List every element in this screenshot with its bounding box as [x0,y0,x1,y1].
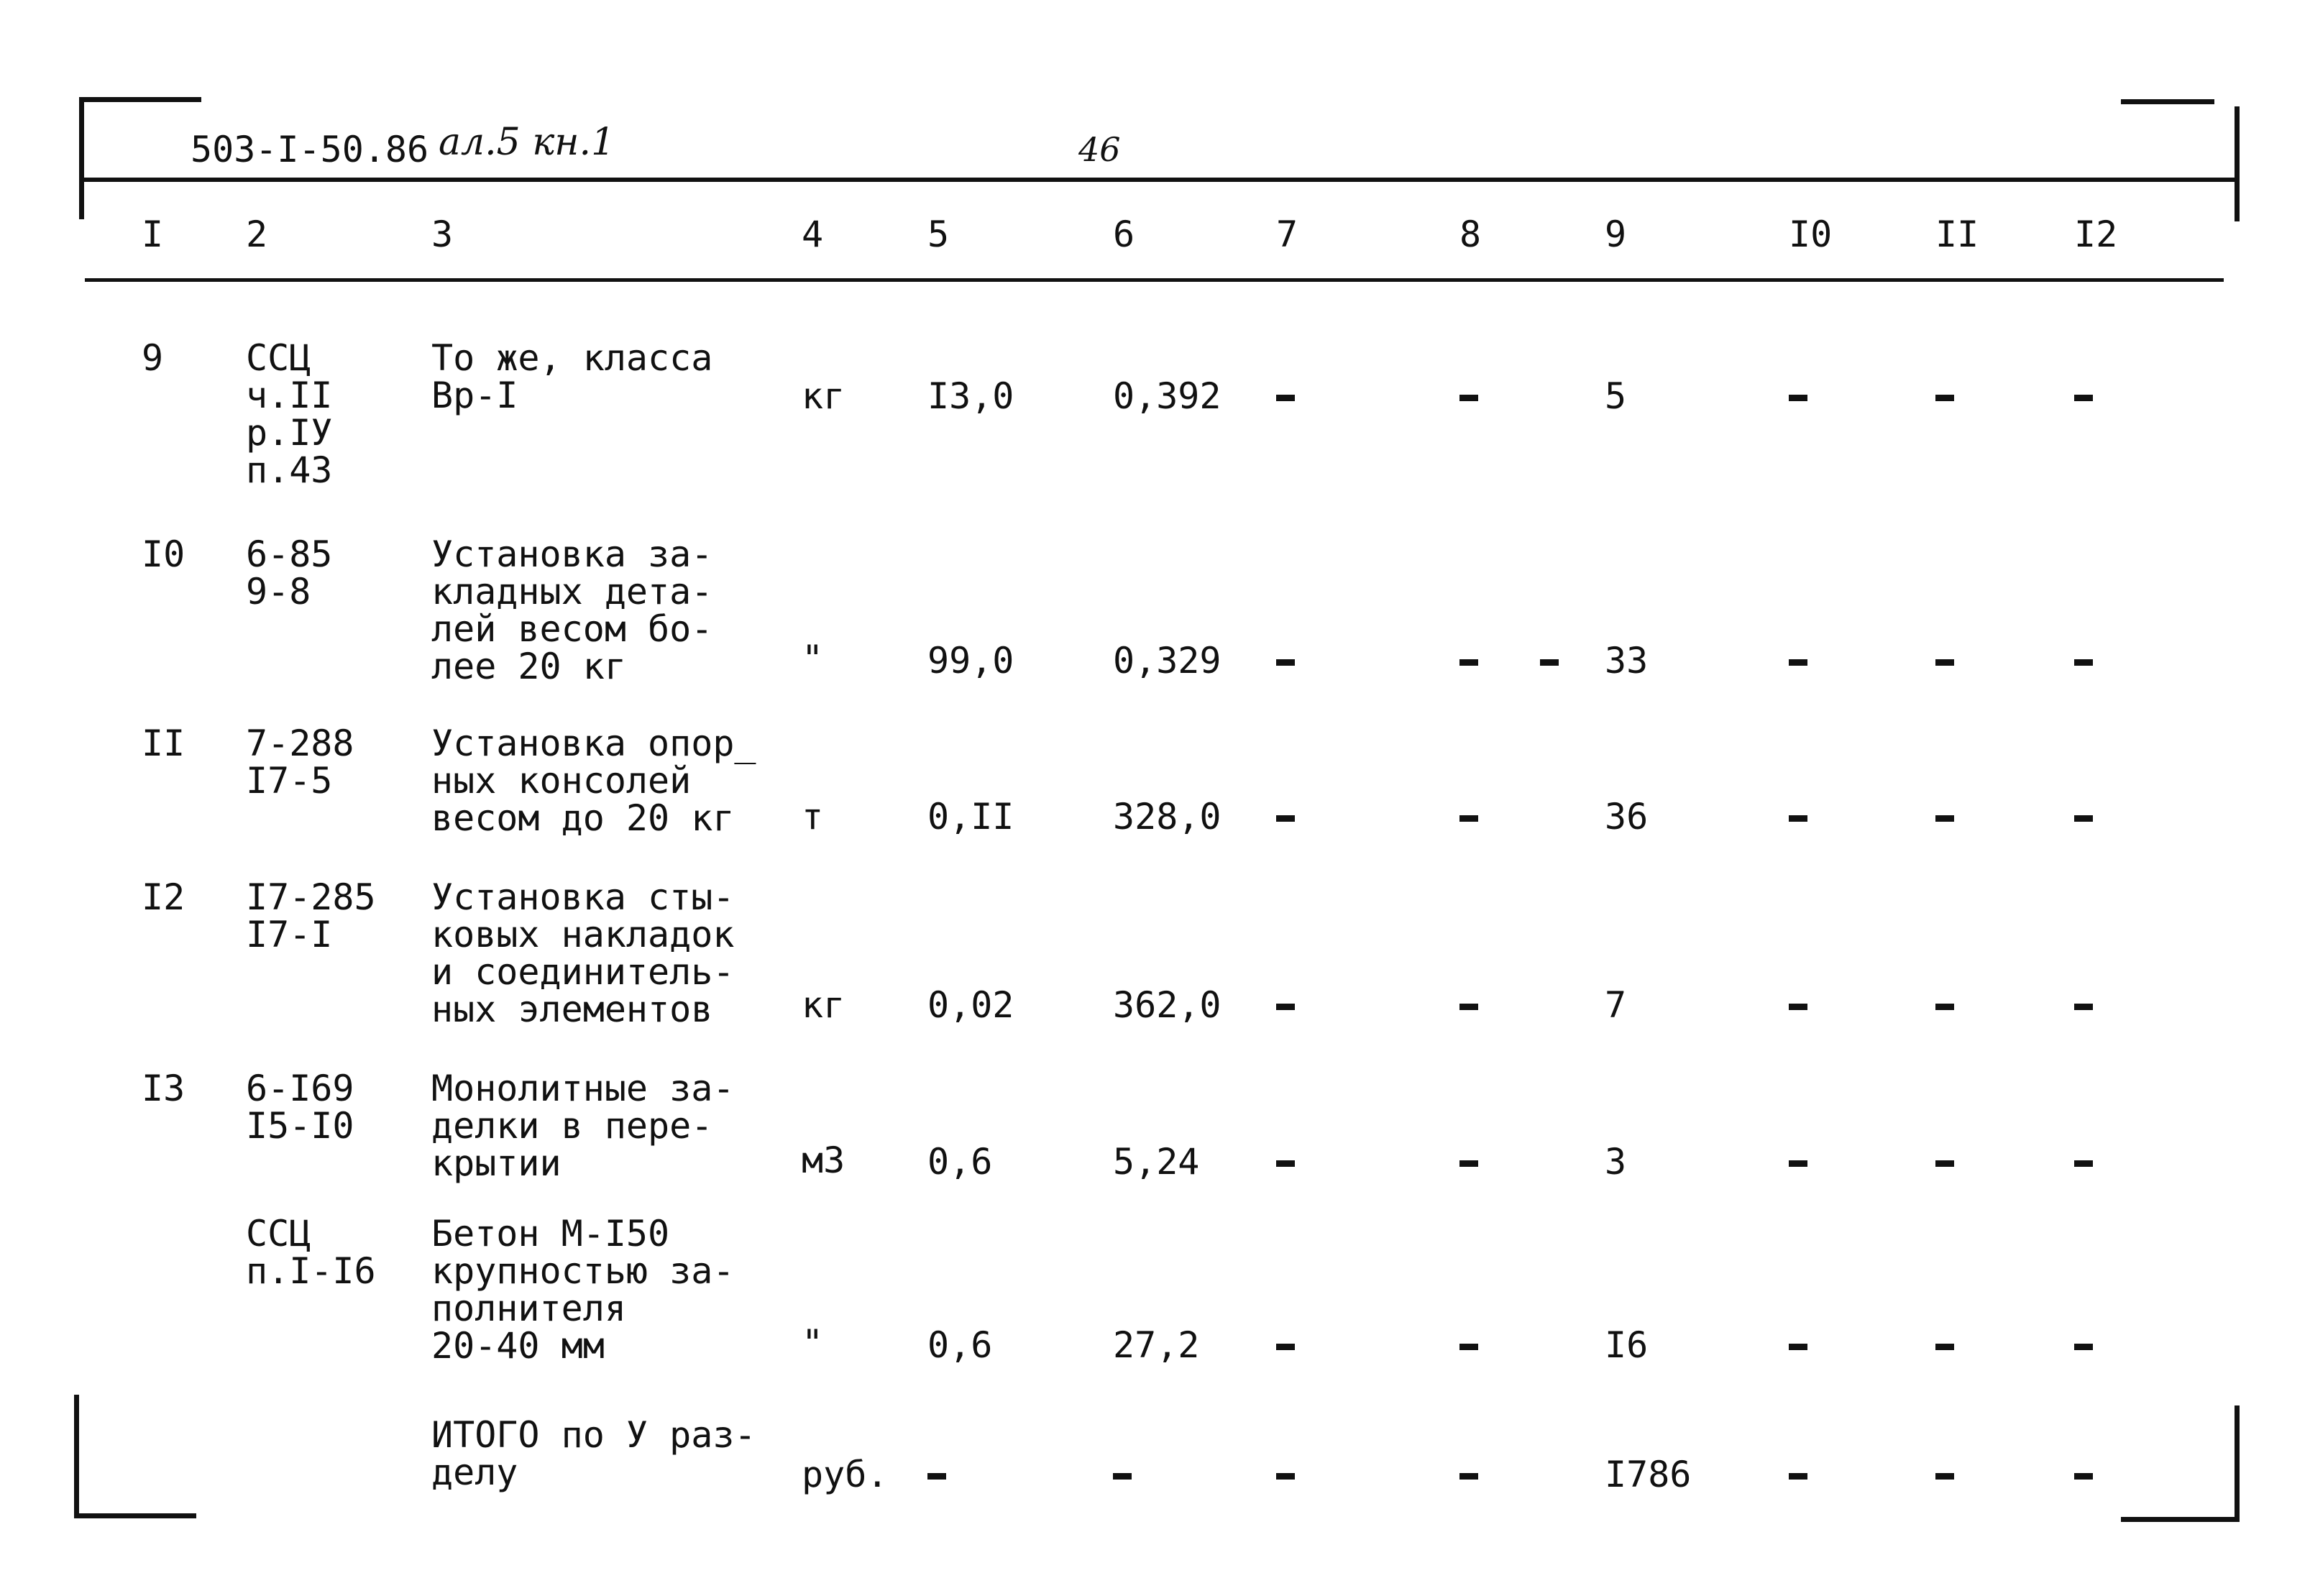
row-number: 9 [142,337,164,379]
top-right-frame-vertical [2235,106,2240,221]
empty-cell-dash [2074,1004,2093,1010]
column-number: II [1935,214,1979,255]
row-unit-price: 27,2 [1113,1324,1200,1366]
row-number: I3 [142,1068,185,1109]
row-code: I7-285 I7-I [246,876,376,955]
row-code: 7-288 I7-5 [246,723,354,802]
row-description: Установка сты- ковых накладок и соединитель- ных элементов [431,876,735,1030]
column-number: 8 [1459,214,1482,255]
row-quantity: 99,0 [927,640,1014,682]
row-description: Монолитные за- делки в пере- крытии [431,1068,735,1184]
row-unit: " [802,638,824,679]
total-unit: руб. [802,1454,889,1495]
empty-cell-dash [1276,1160,1295,1167]
row-total: 36 [1605,796,1649,838]
empty-cell-dash [1935,815,1954,822]
column-number: I0 [1789,214,1833,255]
empty-cell-dash [1789,1004,1807,1010]
row-total: 33 [1605,640,1649,682]
empty-cell-dash [1459,1344,1478,1350]
empty-cell-dash [1935,1344,1954,1350]
top-right-frame-horizontal [2121,99,2214,104]
row-quantity: 0,II [927,796,1014,838]
row-total: I6 [1605,1324,1649,1366]
empty-cell-dash [1276,659,1295,666]
empty-cell-dash [1789,815,1807,822]
row-unit-price: 5,24 [1113,1141,1200,1183]
row-number: I0 [142,533,185,575]
empty-cell-dash [2074,815,2093,822]
total-amount: I786 [1605,1454,1692,1495]
column-header-rule [85,278,2224,282]
column-number: 6 [1113,214,1135,255]
empty-cell-dash [1789,395,1807,401]
empty-cell-dash [1276,1004,1295,1010]
row-unit: м3 [802,1139,845,1181]
empty-cell-dash [1935,1473,1954,1480]
row-unit: " [802,1322,824,1364]
column-number: 4 [802,214,824,255]
column-number: I2 [2074,214,2118,255]
row-description: То же, класса Вр-I [431,337,713,416]
empty-cell-dash [1459,1160,1478,1167]
row-quantity: 0,6 [927,1141,993,1183]
column-number: I [142,214,164,255]
empty-cell-dash [1789,659,1807,666]
empty-cell-dash [1276,1344,1295,1350]
empty-cell-dash [2074,1344,2093,1350]
column-number: 3 [431,214,454,255]
row-number: I2 [142,876,185,918]
bottom-right-frame-vertical [2235,1405,2240,1521]
empty-cell-dash [927,1473,946,1480]
total-label: ИТОГО по У раз- делу [431,1414,756,1493]
row-code: ССЦ ч.II р.IУ п.43 [246,337,333,491]
row-unit: кг [802,375,845,417]
document-code: 503-I-50.86 [191,129,429,170]
row-total: 3 [1605,1141,1627,1183]
empty-cell-dash [1935,659,1954,666]
row-code: 6-85 9-8 [246,533,333,613]
empty-cell-dash [1540,659,1559,666]
empty-cell-dash [1789,1160,1807,1167]
row-unit-price: 362,0 [1113,984,1222,1026]
top-left-frame-horizontal [79,97,201,102]
row-code: ССЦ п.I-I6 [246,1213,376,1292]
empty-cell-dash [1935,1004,1954,1010]
row-total: 5 [1605,375,1627,417]
page-number: 46 [1078,130,1121,169]
row-unit: кг [802,984,845,1026]
row-description: Установка за- кладных дета- лей весом бо- лее 20 кг [431,533,713,687]
row-unit: т [802,796,824,838]
column-number: 5 [927,214,950,255]
row-quantity: I3,0 [927,375,1014,417]
top-left-frame-vertical [79,97,84,219]
row-unit-price: 328,0 [1113,796,1222,838]
empty-cell-dash [1459,1473,1478,1480]
empty-cell-dash [1789,1344,1807,1350]
bottom-right-frame-horizontal [2121,1517,2240,1522]
bottom-left-frame-horizontal [74,1513,196,1518]
empty-cell-dash [2074,659,2093,666]
header-rule [79,178,2240,182]
row-unit-price: 0,392 [1113,375,1222,417]
empty-cell-dash [2074,1160,2093,1167]
row-code: 6-I69 I5-I0 [246,1068,354,1147]
empty-cell-dash [2074,1473,2093,1480]
empty-cell-dash [1789,1473,1807,1480]
empty-cell-dash [1276,815,1295,822]
empty-cell-dash [1276,1473,1295,1480]
bottom-left-frame-vertical [74,1395,79,1517]
empty-cell-dash [1113,1473,1132,1480]
row-description: Бетон М-I50 крупностью за- полнителя 20-40 мм [431,1213,735,1367]
empty-cell-dash [1935,395,1954,401]
empty-cell-dash [1935,1160,1954,1167]
row-total: 7 [1605,984,1627,1026]
column-number: 9 [1605,214,1627,255]
row-quantity: 0,02 [927,984,1014,1026]
empty-cell-dash [1459,659,1478,666]
handwritten-note: ал.5 кн.1 [439,121,615,164]
empty-cell-dash [1276,395,1295,401]
row-number: II [142,723,185,764]
empty-cell-dash [2074,395,2093,401]
column-number: 2 [246,214,268,255]
empty-cell-dash [1459,1004,1478,1010]
empty-cell-dash [1459,395,1478,401]
column-number: 7 [1276,214,1298,255]
row-unit-price: 0,329 [1113,640,1222,682]
empty-cell-dash [1459,815,1478,822]
row-quantity: 0,6 [927,1324,993,1366]
row-description: Установка опор_ ных консолей весом до 20 кг [431,723,756,839]
